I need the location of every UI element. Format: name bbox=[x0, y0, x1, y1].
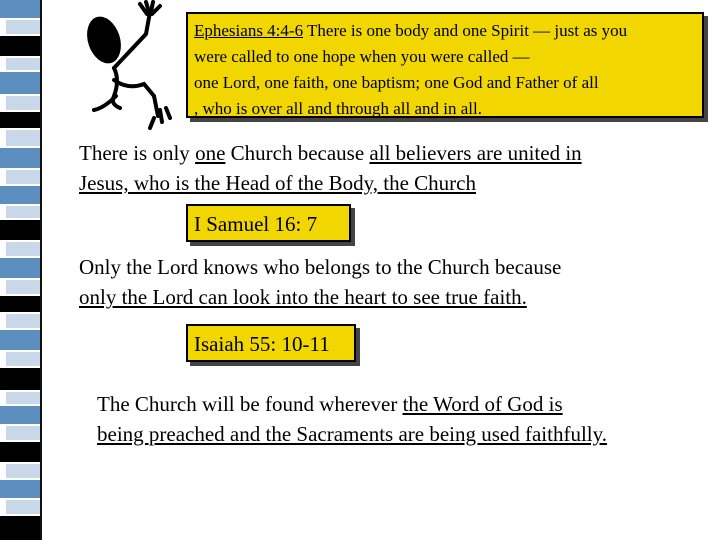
waving-figure-clipart bbox=[74, 0, 184, 132]
verse-box bbox=[186, 12, 704, 118]
verse-line-4: , who is over all and through all and in all. bbox=[194, 99, 482, 118]
verse-line-1: Ephesians 4:4-6 There is one body and one Spirit — just as you bbox=[194, 21, 628, 40]
paragraph-lord-knows: Only the Lord knows who belongs to the Church because only the Lord can look into the heart to see true faith. bbox=[79, 255, 562, 309]
paragraph-one-church: There is only one Church because all believers are united in Jesus, who is the Head of the Body, the Church bbox=[79, 141, 582, 195]
reference-isaiah: Isaiah 55: 10-11 bbox=[186, 324, 356, 362]
stripe-divider bbox=[40, 0, 42, 540]
decorative-stripe bbox=[0, 0, 64, 540]
paragraph-word-sacraments: The Church will be found wherever the Word of God is being preached and the Sacraments are being used faithfully. bbox=[97, 392, 608, 446]
verse-line-3: one Lord, one faith, one baptism; one God and Father of all bbox=[194, 73, 599, 92]
reference-samuel: I Samuel 16: 7 bbox=[186, 204, 351, 242]
verse-line-2: were called to one hope when you were called — bbox=[194, 47, 530, 66]
verse-reference: Ephesians 4:4-6 bbox=[194, 21, 304, 40]
